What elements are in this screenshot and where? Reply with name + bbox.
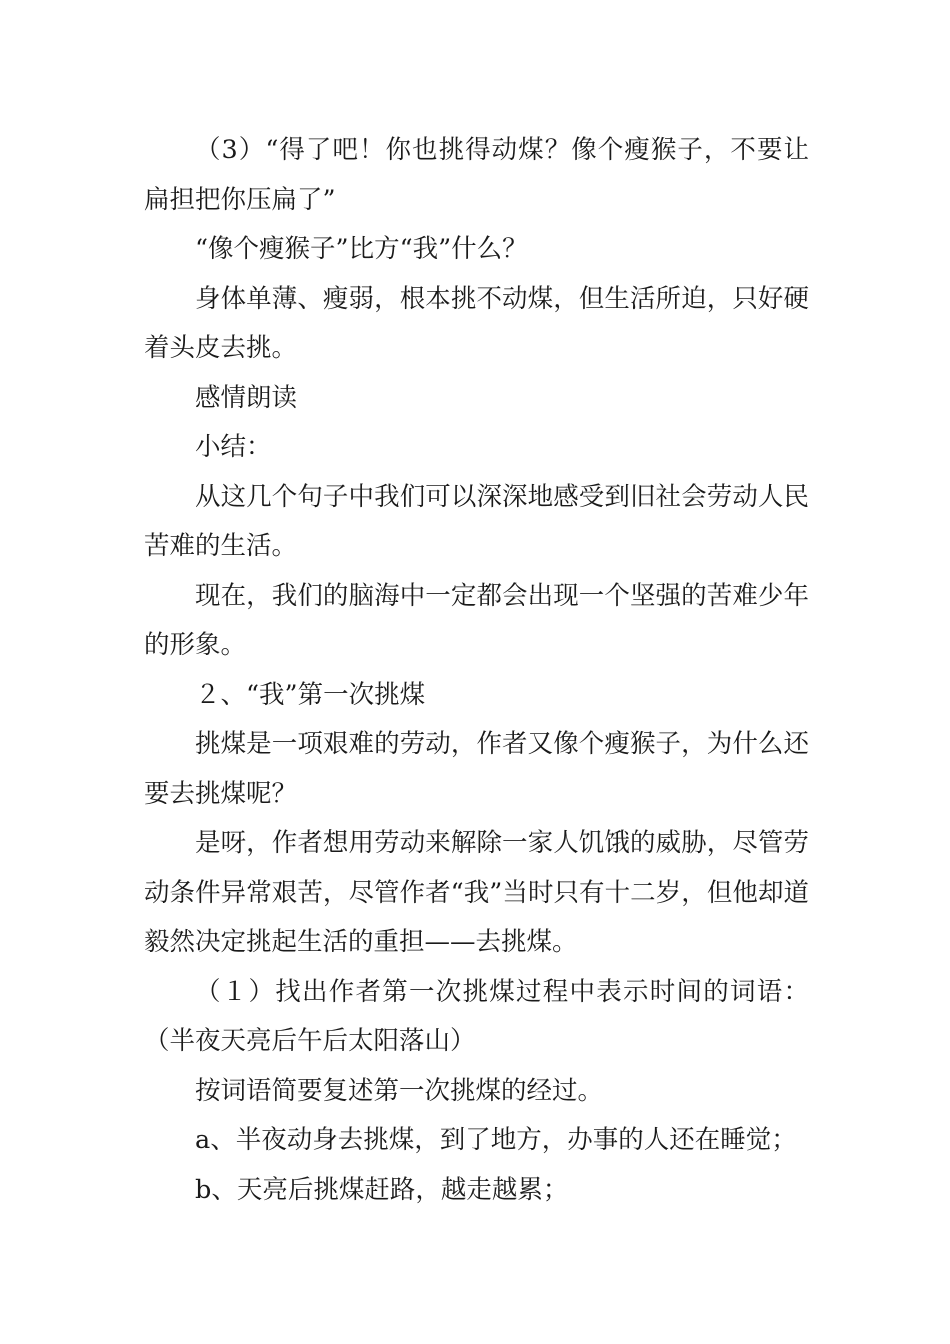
document-body [144, 126, 809, 1215]
paragraph-emotional-reading: 感情朗读 [195, 382, 298, 413]
paragraph-quote-3: （3）“得了吧！你也挑得动煤？像个瘦猴子，不要让扁担把你压扁了” [144, 135, 809, 215]
list-item-a: a、半夜动身去挑煤，到了地方，办事的人还在睡觉； [195, 1125, 797, 1155]
paragraph-task-1: （１）找出作者第一次挑煤过程中表示时间的词语：（半夜天亮后午后太阳落山） [144, 976, 809, 1056]
list-item-b: b、天亮后挑煤赶路，越走越累； [195, 1174, 569, 1205]
paragraph-image-text: 现在，我们的脑海中一定都会出现一个坚强的苦难少年的形象。 [144, 580, 809, 660]
paragraph-answer-why: 是呀，作者想用劳动来解除一家人饥饿的威胁，尽管劳动条件异常艰苦，尽管作者“我”当时只有十二岁，但他却道毅然决定挑起生活的重担——去挑煤。 [144, 828, 809, 957]
paragraph-question-monkey: “像个瘦猴子”比方“我”什么？ [195, 234, 528, 264]
paragraph-summary-text: 从这几个句子中我们可以深深地感受到旧社会劳动人民苦难的生活。 [144, 481, 809, 561]
paragraph-answer-monkey: 身体单薄、瘦弱，根本挑不动煤，但生活所迫，只好硬着头皮去挑。 [144, 283, 809, 363]
paragraph-summary-label: 小结： [195, 432, 272, 462]
section-heading-2: ２、“我”第一次挑煤 [195, 679, 426, 710]
paragraph-retell: 按词语简要复述第一次挑煤的经过。 [195, 1075, 604, 1106]
paragraph-why-coal: 挑煤是一项艰难的劳动，作者又像个瘦猴子，为什么还要去挑煤呢？ [144, 729, 809, 809]
